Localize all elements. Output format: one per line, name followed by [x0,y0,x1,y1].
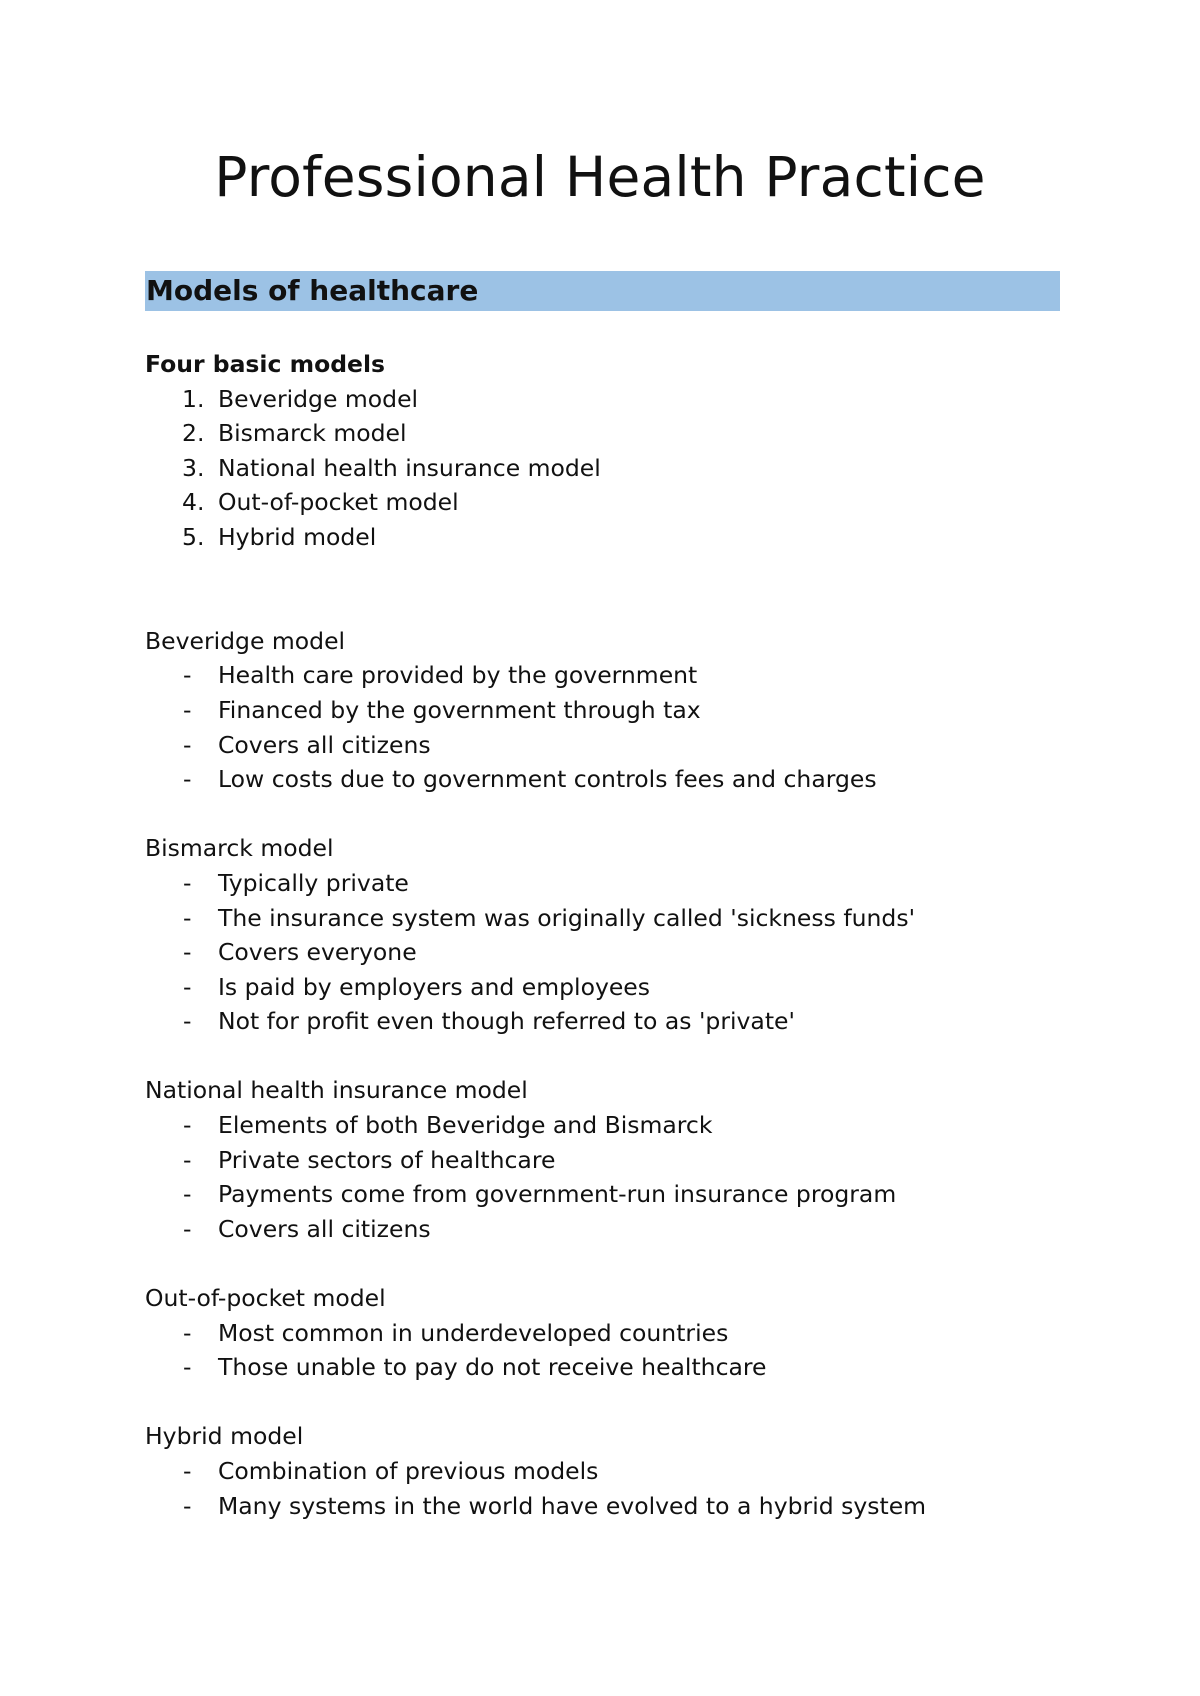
bullet-item [145,1350,1105,1385]
bullet-item [145,1177,1105,1212]
bullet-dash: - [183,730,192,759]
list-item-text: Hybrid model [218,522,377,551]
bullet-text: Low costs due to government controls fees and charges [218,765,877,794]
model-section-title: National health insurance model [145,1076,528,1105]
bullet-dash: - [183,1353,192,1382]
list-item [145,382,1105,417]
bullet-item [145,1212,1105,1247]
bullet-text: Health care provided by the government [218,661,698,690]
bullet-text: Most common in underdeveloped countries [218,1318,729,1347]
bullet-text: Is paid by employers and employees [218,972,651,1001]
spacer [145,1039,1105,1074]
bullet-dash: - [183,1318,192,1347]
bullet-text: Covers all citizens [218,730,431,759]
list-item-text: Bismarck model [218,419,407,448]
bullet-dash: - [183,938,192,967]
bullet-dash: - [183,972,192,1001]
bullet-text: Elements of both Beveridge and Bismarck [218,1111,713,1140]
list-item-text: Beveridge model [218,384,419,413]
bullet-dash: - [183,1491,192,1520]
bullet-dash: - [183,1180,192,1209]
bullet-dash: - [183,661,192,690]
bullet-item [145,970,1105,1005]
bullet-dash: - [183,1214,192,1243]
bullet-text: Private sectors of healthcare [218,1145,556,1174]
bullet-text: The insurance system was originally called 'sickness funds' [218,903,916,932]
bullet-text: Not for profit even though referred to as 'private' [218,1007,795,1036]
bullet-list [145,1316,1105,1385]
bullet-dash: - [183,1457,192,1485]
spacer [145,1246,1105,1281]
bullet-item [145,762,1105,797]
bullet-item [145,1454,1105,1489]
bullet-text: Those unable to pay do not receive healthcare [218,1353,767,1382]
bullet-text: Typically private [218,868,409,897]
spacer [145,797,1105,832]
bullet-dash: - [183,868,192,897]
bullet-item [145,866,1105,901]
list-item [145,451,1105,486]
bullet-list [145,866,1105,1039]
bullet-item [145,1489,1105,1524]
numbered-list [145,382,1105,555]
spacer [145,1385,1105,1420]
bullet-dash: - [183,765,192,794]
page-title: Professional Health Practice [214,145,986,209]
bullet-item [145,901,1105,936]
bullet-item [145,693,1105,728]
bullet-dash: - [183,695,192,724]
document-body [145,347,1105,1523]
model-section-title: Bismarck model [145,834,334,863]
bullet-item [145,935,1105,970]
bullet-text: Covers everyone [218,938,417,967]
bullet-item [145,1143,1105,1178]
bullet-text: Combination of previous models [218,1457,599,1485]
spacer [145,555,1105,624]
bullet-list [145,1454,1105,1523]
bullet-text: Financed by the government through tax [218,695,701,724]
list-number: 1. [182,384,205,413]
model-section-title: Hybrid model [145,1422,304,1451]
intro-label: Four basic models [145,350,386,378]
list-number: 5. [182,522,205,551]
bullet-item [145,658,1105,693]
bullet-item [145,1108,1105,1143]
bullet-list [145,658,1105,796]
list-item [145,520,1105,555]
list-number: 2. [182,419,205,448]
bullet-dash: - [183,1007,192,1036]
section-heading: Models of healthcare [146,274,479,307]
bullet-list [145,1108,1105,1246]
list-item-text: National health insurance model [218,453,601,482]
bullet-text: Covers all citizens [218,1214,431,1243]
bullet-item [145,728,1105,763]
list-number: 3. [182,453,205,482]
bullet-dash: - [183,1111,192,1140]
bullet-text: Many systems in the world have evolved to a hybrid system [218,1491,927,1520]
bullet-item [145,1004,1105,1039]
list-number: 4. [182,488,205,517]
list-item [145,416,1105,451]
bullet-text: Payments come from government-run insurance program [218,1180,897,1209]
list-item [145,485,1105,520]
bullet-dash: - [183,903,192,932]
bullet-item [145,1316,1105,1351]
bullet-dash: - [183,1145,192,1174]
list-item-text: Out-of-pocket model [218,488,459,517]
model-section-title: Beveridge model [145,626,346,655]
model-section-title: Out-of-pocket model [145,1284,386,1313]
